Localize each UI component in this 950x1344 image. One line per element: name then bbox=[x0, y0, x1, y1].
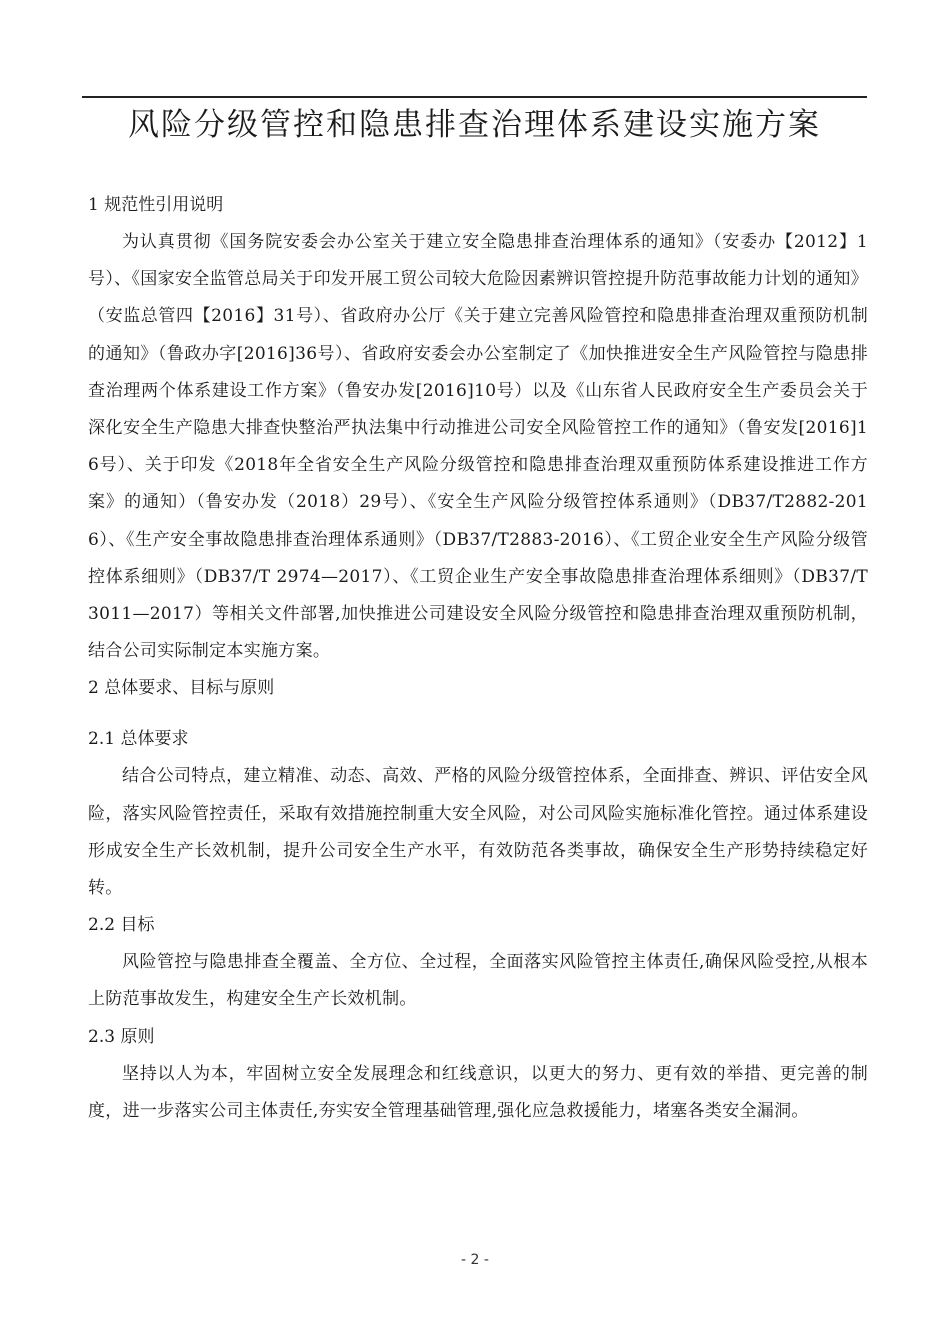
section-heading-1: 1 规范性引用说明 bbox=[88, 195, 224, 215]
section-1-paragraph: 为认真贯彻《国务院安委会办公室关于建立安全隐患排查治理体系的通知》（安委办【2012】1号）、《国家安全监管总局关于印发开展工贸公司较大危险因素辨识管控提升防范事故能力计划的通知》（安监总管四【2016】31号）、省政府办公厅《关于建立完善风险管控和隐患排查治理双重预防机制的通知》（鲁政办字[2016]36号）、省政府安委会办公室制定了《加快推进安全生产风险管控与隐患排查治理两个体系建设工作方案》（鲁安办发[2016]10号）以及《山东省人民政府安全生产委员会关于深化安全生产隐患大排查快整治严执法集中行动推进公司安全风险管控工作的通知》（鲁安发[2016]16号）、关于印发《2018年全省安全生产风险分级管控和隐患排查治理双重预防体系建设推进工作方案》的通知）（鲁安办发（2018）29号）、《安全生产风险分级管控体系通则》（DB37/T2882-2016）、《生产安全事故隐患排查治理体系通则》（DB37/T2883-2016）、《工贸企业安全生产风险分级管控体系细则》（DB37/T 2974—2017）、《工贸企业生产安全事故隐患排查治理体系细则》（DB37/T 3011—2017）等相关文件部署,加快推进公司建设安全风险分级管控和隐患排查治理双重预防机制，结合公司实际制定本实施方案。 bbox=[88, 232, 868, 662]
section-heading-2-3: 2.3 原则 bbox=[88, 1026, 155, 1047]
section-2-2-paragraph: 风险管控与隐患排查全覆盖、全方位、全过程，全面落实风险管控主体责任,确保风险受控,从根本上防范事故发生，构建安全生产长效机制。 bbox=[88, 952, 868, 1010]
document-body bbox=[88, 187, 868, 1130]
section-2-3-paragraph: 坚持以人为本，牢固树立安全发展理念和红线意识，以更大的努力、更有效的举措、更完善的制度，进一步落实公司主体责任,夯实安全管理基础管理,强化应急救援能力，堵塞各类安全漏洞。 bbox=[88, 1063, 868, 1121]
section-heading-2: 2 总体要求、目标与原则 bbox=[88, 678, 275, 699]
title-top-rule bbox=[82, 96, 867, 98]
page-number: - 2 - bbox=[461, 1252, 489, 1268]
section-heading-2-1: 2.1 总体要求 bbox=[88, 729, 189, 750]
section-2-1-paragraph: 结合公司特点，建立精准、动态、高效、严格的风险分级管控体系，全面排查、辨识、评估安全风险，落实风险管控责任，采取有效措施控制重大安全风险，对公司风险实施标准化管控。通过体系建设形成安全生产长效机制，提升公司安全生产水平，有效防范各类事故，确保安全生产形势持续稳定好转。 bbox=[88, 766, 868, 899]
document-title: 风险分级管控和隐患排查治理体系建设实施方案 bbox=[128, 107, 821, 143]
section-heading-2-2: 2.2 目标 bbox=[88, 915, 155, 936]
